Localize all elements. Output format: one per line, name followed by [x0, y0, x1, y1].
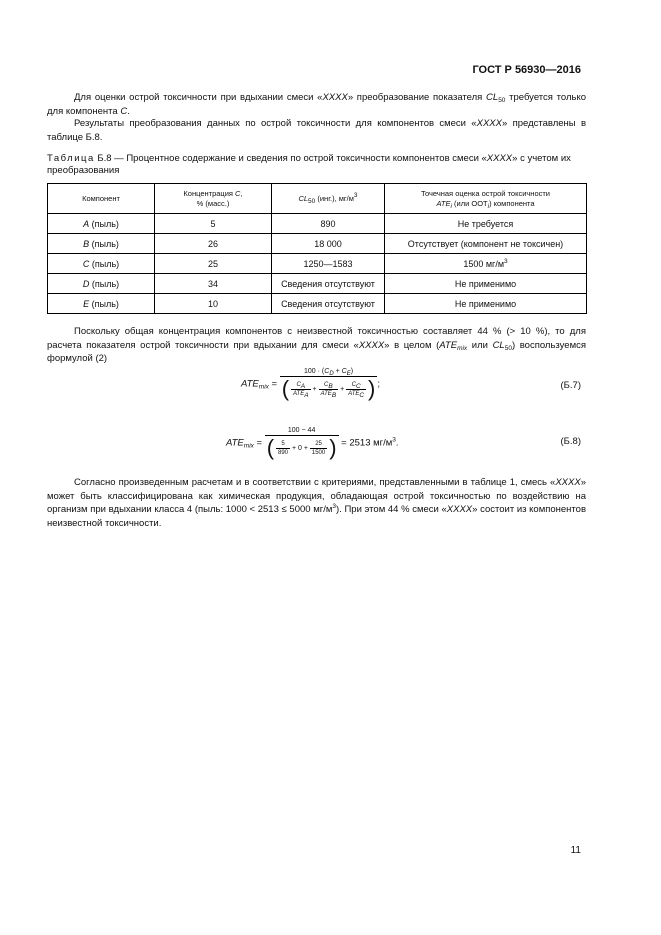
text: (пыль)	[89, 258, 120, 269]
text: ) компонента	[489, 198, 535, 208]
text: (инг.), мг/м	[315, 193, 354, 203]
fraction-2	[310, 441, 327, 456]
text: ). При этом 44 % смеси «	[336, 504, 447, 515]
denominator	[265, 435, 339, 459]
equation-number-b8: (Б.8)	[560, 436, 581, 447]
mixture-name: XXXX	[322, 92, 348, 103]
symbol: E	[83, 298, 90, 309]
text: .	[395, 437, 399, 449]
subscript: mix	[457, 344, 468, 352]
text: » представлены в таблице Б.8.	[47, 118, 586, 143]
paragraph-3	[47, 325, 586, 366]
paren-left: (	[281, 376, 290, 401]
header-cl50	[272, 184, 385, 214]
cell-concentration: 34	[155, 274, 272, 294]
text: (или ООТ	[451, 198, 488, 208]
page-number: 11	[570, 845, 581, 856]
fraction-1	[276, 441, 290, 456]
cell-concentration: 5	[155, 214, 272, 234]
text: 100 ·	[304, 368, 322, 375]
cell-ate	[385, 234, 587, 254]
denominator: 890	[278, 449, 289, 456]
text: » состоит из компонентов неизвестной токсичности.	[47, 504, 587, 529]
text: или	[467, 339, 493, 351]
header-ate	[385, 184, 587, 214]
text: Не требуется	[457, 218, 514, 229]
superscript: 3	[332, 503, 336, 510]
text: ;	[377, 378, 381, 390]
symbol: C	[82, 258, 90, 269]
equation-number-b7: (Б.7)	[560, 380, 581, 391]
text: =	[253, 437, 265, 449]
text: требуется только для компонента	[47, 92, 586, 117]
component-symbol: C	[120, 105, 128, 117]
fraction-c	[346, 382, 366, 397]
text: Компонент	[82, 193, 120, 203]
text: Не применимо	[454, 278, 517, 289]
cell-component	[48, 214, 155, 234]
cell-component	[48, 254, 155, 274]
table-header-row	[48, 184, 587, 214]
superscript: 3	[504, 257, 508, 265]
subscript: B	[328, 382, 333, 390]
component-table	[47, 183, 587, 314]
text: » может быть классифицирована как химическая продукция, обладающая острой токсичностью по воздействию на организм при вдыхании класса 4 (пыль: 1000 < 2513 ≤ 5000 мг/м	[47, 477, 586, 515]
symbol: D	[82, 278, 90, 289]
text: +	[333, 368, 342, 375]
table-row	[48, 234, 587, 254]
symbol: A	[83, 218, 90, 229]
cell-concentration: 25	[155, 254, 272, 274]
cell-cl50: Сведения отсутствуют	[272, 274, 385, 294]
symbol: ATE	[226, 437, 244, 449]
cell-ate	[385, 214, 587, 234]
paragraph-1	[47, 91, 586, 118]
table-row	[48, 254, 587, 274]
text: » с учетом их преобразования	[47, 153, 571, 176]
mixture-name: XXXX	[555, 477, 581, 488]
cell-concentration: 26	[155, 234, 272, 254]
text: + 0 +	[290, 444, 310, 452]
main-fraction	[280, 368, 381, 401]
text: Согласно произведенным расчетам и в соответствии с критериями, представленными в таблице 1, смесь «	[74, 477, 556, 488]
plus-sign: +	[340, 385, 345, 393]
table-row	[48, 214, 587, 234]
text: Отсутствует (компонент не токсичен)	[407, 238, 564, 249]
symbol: ATE	[320, 390, 332, 397]
mixture-name: XXXX	[358, 339, 385, 351]
subscript: mix	[243, 442, 254, 450]
symbol: C	[341, 368, 347, 375]
ate-symbol: ATE	[439, 339, 458, 351]
mixture-name: XXXX	[446, 504, 473, 515]
symbol: C	[351, 381, 356, 388]
cell-component	[48, 294, 155, 314]
formula-b8	[226, 427, 399, 459]
text: Б.8 — Процентное содержание и сведения по острой токсичности компонентов смеси «	[94, 153, 487, 164]
text: » в целом (	[384, 339, 440, 351]
main-fraction	[265, 427, 339, 459]
text: ,	[240, 188, 243, 198]
table-row	[48, 294, 587, 314]
numerator: 25	[315, 440, 322, 447]
symbol: C	[324, 368, 330, 375]
header-concentration	[155, 184, 272, 214]
text: Концентрация	[183, 188, 236, 198]
plus-sign: +	[312, 385, 317, 393]
subscript: E	[346, 371, 351, 377]
cell-ate	[385, 274, 587, 294]
cell-component	[48, 274, 155, 294]
symbol: C	[235, 188, 241, 198]
subscript: C	[359, 391, 365, 399]
fraction-a	[291, 382, 311, 397]
text: .	[127, 105, 130, 117]
caption-label: Таблица	[47, 153, 95, 164]
text: ) воспользуемся формулой (2)	[47, 339, 587, 364]
cell-component	[48, 234, 155, 254]
header-component	[48, 184, 155, 214]
superscript: 3	[392, 436, 396, 444]
paren-left: (	[266, 435, 275, 460]
cell-cl50: 18 000	[272, 234, 385, 254]
text: (пыль)	[89, 278, 120, 289]
text: 1500 мг/м	[463, 258, 505, 269]
text: Поскольку общая концентрация компонентов с неизвестной токсичностью составляет 44 % (> 10 %), то для расчета показателя острой токсичности при вдыхании для смеси «	[47, 326, 586, 351]
standard-number: ГОСТ Р 56930—2016	[472, 64, 581, 76]
subscript: mix	[258, 383, 269, 391]
table-row	[48, 274, 587, 294]
denominator	[280, 376, 381, 401]
cell-ate	[385, 294, 587, 314]
subscript: A	[304, 391, 309, 399]
table-caption	[47, 153, 586, 177]
fraction-b	[319, 382, 339, 397]
mixture-name: XXXX	[476, 118, 502, 129]
symbol: ATE	[293, 390, 305, 397]
text: (пыль)	[89, 238, 119, 249]
numerator: 100 − 44	[287, 427, 316, 434]
text: % (масс.)	[196, 198, 230, 208]
paragraph-2	[47, 117, 586, 144]
paragraph-4	[47, 476, 586, 530]
text: Точечная оценка острой токсичности	[421, 188, 550, 198]
subscript: D	[329, 371, 334, 377]
text: =	[268, 378, 280, 390]
symbol: ATE	[241, 378, 259, 390]
text: Результаты преобразования данных по острой токсичности для компонентов смеси «	[74, 118, 477, 129]
formula-b7	[241, 368, 380, 400]
mixture-name: XXXX	[486, 153, 513, 164]
cell-cl50: Сведения отсутствуют	[272, 294, 385, 314]
subscript: C	[355, 382, 361, 390]
text: (пыль)	[89, 298, 119, 309]
symbol: ATE	[348, 390, 360, 397]
symbol: B	[83, 238, 90, 249]
denominator: 1500	[311, 449, 326, 456]
cell-ate	[385, 254, 587, 274]
subscript: A	[300, 382, 306, 390]
subscript: 50	[498, 97, 506, 104]
symbol: CL	[298, 193, 309, 203]
text: (пыль)	[89, 218, 119, 229]
numerator: $100 \cdot (C_D + C_E)$	[304, 368, 354, 377]
symbol: ATE	[436, 198, 451, 208]
paren-right: )	[329, 435, 337, 460]
cl-symbol: CL	[486, 92, 499, 103]
subscript: i	[487, 202, 490, 210]
text: Не применимо	[454, 298, 517, 309]
subscript: i	[450, 202, 452, 210]
text: = 2513 мг/м	[338, 437, 393, 449]
subscript: B	[331, 391, 337, 399]
cell-concentration: 10	[155, 294, 272, 314]
paren-right: )	[368, 376, 376, 401]
numerator: 5	[281, 440, 285, 447]
superscript: 3	[353, 191, 358, 199]
cl-symbol: CL	[492, 339, 505, 351]
subscript: 50	[308, 197, 316, 205]
text: Для оценки острой токсичности при вдыхании смеси «	[74, 92, 323, 103]
text: » преобразование показателя	[347, 92, 487, 103]
cell-cl50: 1250—1583	[272, 254, 385, 274]
cell-cl50: 890	[272, 214, 385, 234]
subscript: 50	[504, 344, 512, 352]
symbol: C	[324, 381, 329, 388]
symbol: C	[296, 381, 301, 388]
